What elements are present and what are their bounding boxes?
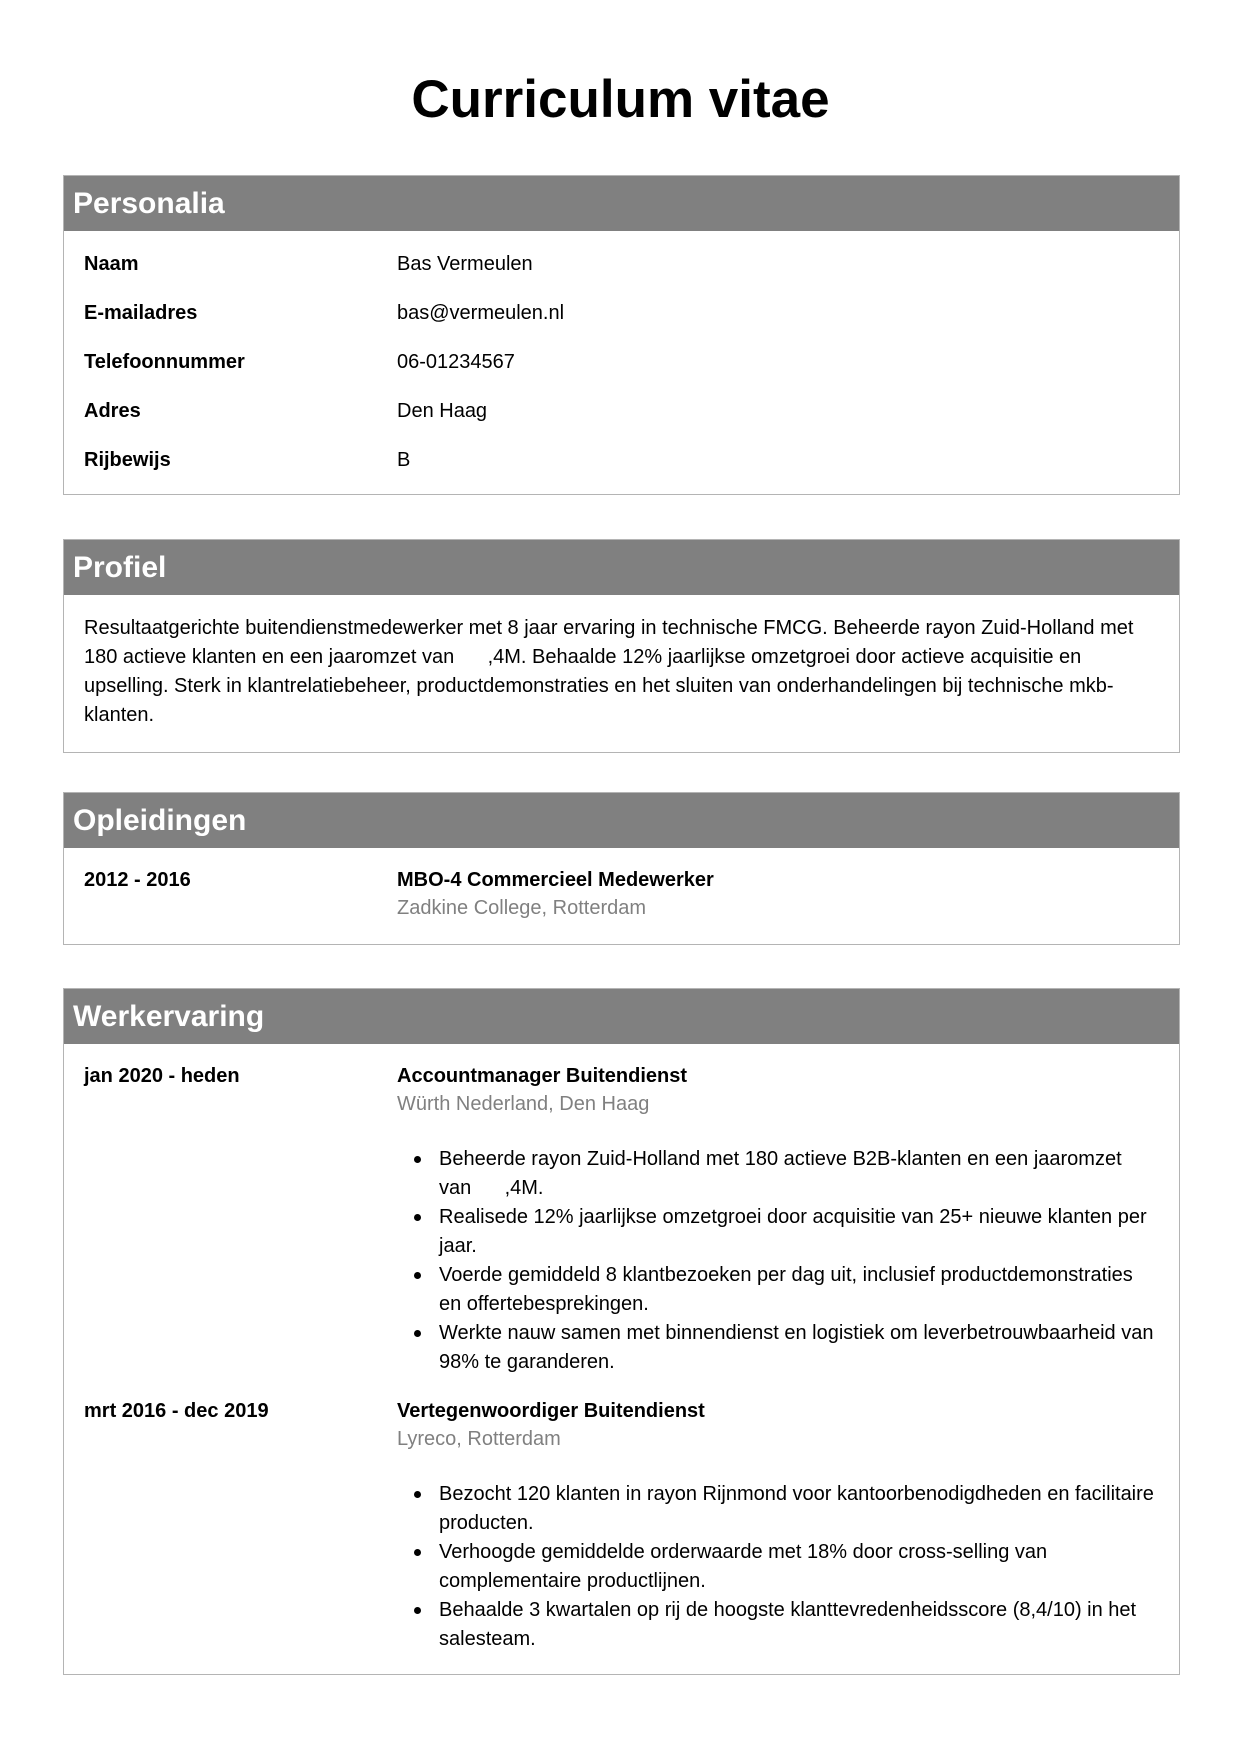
section-header-opleidingen: Opleidingen (64, 793, 1179, 848)
list-item: Verhoogde gemiddelde orderwaarde met 18% door cross-selling van complementaire productlijnen. (397, 1538, 1159, 1596)
section-header-werkervaring: Werkervaring (64, 989, 1179, 1044)
label-email: E-mailadres (84, 302, 198, 324)
education-entry (84, 866, 1159, 922)
value-adres: Den Haag (397, 400, 488, 422)
work-entry (84, 1062, 1159, 1377)
list-item: Voerde gemiddeld 8 klantbezoeken per dag uit, inclusief productdemonstraties en offertebesprekingen. (397, 1261, 1159, 1319)
value-rijbewijs: B (397, 449, 411, 471)
label-adres: Adres (84, 400, 141, 422)
work-details (397, 1062, 1159, 1377)
opleidingen-body (64, 848, 1179, 944)
education-date: 2012 - 2016 (84, 869, 191, 891)
value-email: bas@vermeulen.nl (397, 302, 565, 324)
education-school: Zadkine College, Rotterdam (397, 897, 647, 919)
personalia-row-email (84, 300, 1159, 327)
education-title: MBO-4 Commercieel Medewerker (397, 869, 714, 891)
work-achievements (397, 1145, 1159, 1377)
work-employer: Würth Nederland, Den Haag (397, 1093, 650, 1115)
personalia-row-adres (84, 398, 1159, 425)
page-title: Curriculum vitae (411, 70, 830, 129)
work-entry (84, 1397, 1159, 1654)
work-date: mrt 2016 - dec 2019 (84, 1400, 269, 1422)
label-naam: Naam (84, 253, 139, 275)
list-item: Beheerde rayon Zuid-Holland met 180 actieve B2B-klanten en een jaaromzet van ,4M. (397, 1145, 1159, 1203)
personalia-row-telefoon (84, 349, 1159, 376)
section-header-personalia: Personalia (64, 176, 1179, 231)
section-profiel (63, 539, 1180, 753)
section-header-profiel: Profiel (64, 540, 1179, 595)
personalia-row-naam (84, 251, 1159, 278)
work-title: Vertegenwoordiger Buitendienst (397, 1400, 705, 1422)
section-opleidingen (63, 792, 1180, 945)
profile-text: Resultaatgerichte buitendienstmedewerker met 8 jaar ervaring in technische FMCG. Beheerde rayon Zuid-Holland met 180 actieve klanten en een jaaromzet van ,4M. Behaalde 12% jaarlijkse omzetgroei door actieve acquisitie en upselling. Sterk in klantrelatiebeheer, productdemonstraties en het sluiten van onderhandelingen bij technische mkb-klanten. (84, 617, 1134, 726)
section-personalia (63, 175, 1180, 495)
work-title: Accountmanager Buitendienst (397, 1065, 688, 1087)
profiel-body (64, 595, 1179, 752)
label-rijbewijs: Rijbewijs (84, 449, 171, 471)
section-werkervaring (63, 988, 1180, 1675)
work-achievements (397, 1480, 1159, 1654)
list-item: Behaalde 3 kwartalen op rij de hoogste klanttevredenheidsscore (8,4/10) in het salesteam. (397, 1596, 1159, 1654)
list-item: Realisede 12% jaarlijkse omzetgroei door acquisitie van 25+ nieuwe klanten per jaar. (397, 1203, 1159, 1261)
work-employer: Lyreco, Rotterdam (397, 1428, 561, 1450)
list-item: Werkte nauw samen met binnendienst en logistiek om leverbetrouwbaarheid van 98% te garanderen. (397, 1319, 1159, 1377)
value-naam: Bas Vermeulen (397, 253, 533, 275)
education-details (397, 866, 1159, 922)
work-details (397, 1397, 1159, 1654)
personalia-row-rijbewijs (84, 447, 1159, 474)
personalia-body (64, 231, 1179, 494)
label-telefoon: Telefoonnummer (84, 351, 245, 373)
work-date: jan 2020 - heden (84, 1065, 240, 1087)
list-item: Bezocht 120 klanten in rayon Rijnmond voor kantoorbenodigdheden en facilitaire producten. (397, 1480, 1159, 1538)
value-telefoon: 06-01234567 (397, 351, 515, 373)
werkervaring-body (64, 1044, 1179, 1674)
